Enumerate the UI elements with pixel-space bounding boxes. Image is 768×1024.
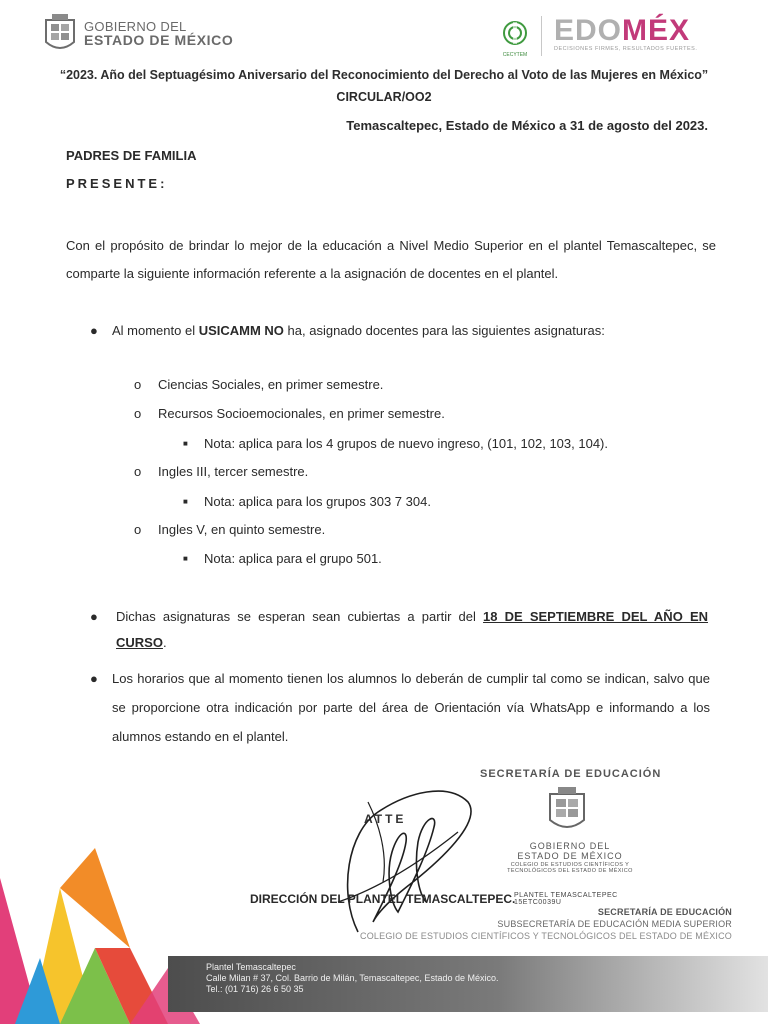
bullet-dot: ● [90, 609, 98, 624]
circle-bullet-icon: o [134, 522, 142, 537]
circle-bullet-icon: o [134, 377, 142, 392]
gobierno-line1: GOBIERNO DEL [84, 18, 187, 34]
state-seal-icon [42, 12, 78, 56]
gobierno-line2: ESTADO DE MÉXICO [84, 32, 234, 49]
subject-item [134, 522, 326, 537]
bullet-start-date [90, 604, 709, 656]
bullet2-date: 18 DE SEPTIEMBRE DEL AÑO EN CURSO [116, 609, 709, 650]
subject-item [134, 464, 309, 479]
note-item [183, 494, 431, 509]
bullet-schedules [90, 664, 710, 751]
circle-bullet-icon: o [134, 406, 142, 421]
year-motto: “2023. Año del Septuagésimo Aniversario del Reconocimiento del Derecho al Voto de las Mujeres en México” [59, 68, 709, 82]
footer-line3: Tel.: (01 716) 26 6 50 35 [206, 984, 304, 994]
footer-line1: Plantel Temascaltepec [206, 962, 296, 972]
bullet-usicamm [90, 318, 712, 344]
note-label: Nota: aplica para el grupo 501. [204, 551, 382, 566]
secretaria-block [360, 906, 732, 942]
subject-label: Ingles V, en quinto semestre. [158, 522, 326, 537]
subject-label: Ingles III, tercer semestre. [158, 464, 309, 479]
square-bullet-icon: ■ [183, 439, 188, 448]
bullet-dot: ● [90, 323, 98, 338]
subject-item [134, 377, 384, 392]
bullet1-pre: Al momento el [112, 323, 199, 338]
edomex-brand-a: EDO [554, 14, 623, 47]
footer-address [206, 962, 498, 995]
header-divider [541, 16, 542, 56]
bullet1-post: ha, asignado docentes para las siguientes asignaturas: [283, 323, 605, 338]
circular-number: CIRCULAR/OO2 [336, 90, 432, 104]
direccion-signature-line: DIRECCIÓN DEL PLANTEL TEMASCALTEPEC. [250, 892, 516, 906]
sec-line1: SECRETARÍA DE EDUCACIÓN [597, 907, 732, 917]
addressee: PADRES DE FAMILIA [66, 148, 197, 163]
gobierno-logo [42, 12, 233, 56]
edomex-brand-b: MÉX [622, 14, 691, 47]
cecytem-logo [500, 20, 530, 58]
sec-line2: SUBSECRETARÍA DE EDUCACIÓN MEDIA SUPERIOR [497, 919, 732, 929]
bullet2-pre: Dichas asignaturas se esperan sean cubiertas a partir del [116, 609, 484, 624]
stamp-gov2: ESTADO DE MÉXICO [517, 850, 623, 861]
bullet3-text: Los horarios que al momento tienen los alumnos lo deberán de cumplir tal como se indican, salvo que se proporcione otra indicación por parte del área de Orientación vía WhatsApp e informando a los alumnos estando en el plantel. [112, 671, 710, 744]
stamp-plantel1: PLANTEL TEMASCALTEPEC [514, 892, 618, 899]
cecytem-icon [502, 20, 528, 46]
cecytem-label: CECYTEM [502, 52, 528, 58]
footer-line2: Calle Milan # 37, Col. Barrio de Milán, Temascaltepec, Estado de México. [206, 973, 499, 983]
stamp-col1: COLEGIO DE ESTUDIOS CIENTÍFICOS Y [510, 861, 630, 868]
intro-paragraph: Con el propósito de brindar lo mejor de la educación a Nivel Medio Superior en el plantel Temascaltepec, se comparte la siguiente información referente a la asignación de docentes en el plantel. [66, 238, 716, 281]
stamp-text [470, 842, 670, 874]
square-bullet-icon: ■ [183, 554, 188, 563]
note-label: Nota: aplica para los grupos 303 7 304. [204, 494, 431, 509]
bullet1-bold: USICAMM NO [198, 323, 284, 338]
subject-label: Ciencias Sociales, en primer semestre. [158, 377, 384, 392]
plantel-stamp [514, 892, 618, 907]
stamp-gov1: GOBIERNO DEL [529, 841, 611, 851]
place-date: Temascaltepec, Estado de México a 31 de agosto del 2023. [346, 118, 708, 133]
bullet2-post: . [162, 635, 167, 650]
subject-item [134, 406, 445, 421]
gobierno-text [84, 20, 233, 48]
circle-bullet-icon: o [134, 464, 142, 479]
stamp-plantel2: 15ETC0039U [514, 899, 562, 907]
stamp-title: SECRETARÍA DE EDUCACIÓN [480, 768, 662, 780]
note-item [183, 436, 608, 451]
edomex-logo [554, 16, 724, 52]
presente: PRESENTE: [66, 176, 168, 191]
atte-label: ATTE [364, 812, 407, 826]
note-label: Nota: aplica para los 4 grupos de nuevo ingreso, (101, 102, 103, 104). [204, 436, 608, 451]
edomex-slogan: DECISIONES FIRMES, RESULTADOS FUERTES. [554, 46, 698, 52]
note-item [183, 551, 382, 566]
bullet-dot: ● [90, 671, 98, 686]
stamp-seal-icon [546, 786, 588, 836]
sec-line3: COLEGIO DE ESTUDIOS CIENTÍFICOS Y TECNOLÓGICOS DEL ESTADO DE MÉXICO [360, 931, 732, 941]
edomex-wordmark [554, 16, 724, 46]
subject-label: Recursos Socioemocionales, en primer semestre. [158, 406, 445, 421]
square-bullet-icon: ■ [183, 497, 188, 506]
stamp-col2: TECNOLÓGICOS DEL ESTADO DE MÉXICO [507, 867, 633, 874]
